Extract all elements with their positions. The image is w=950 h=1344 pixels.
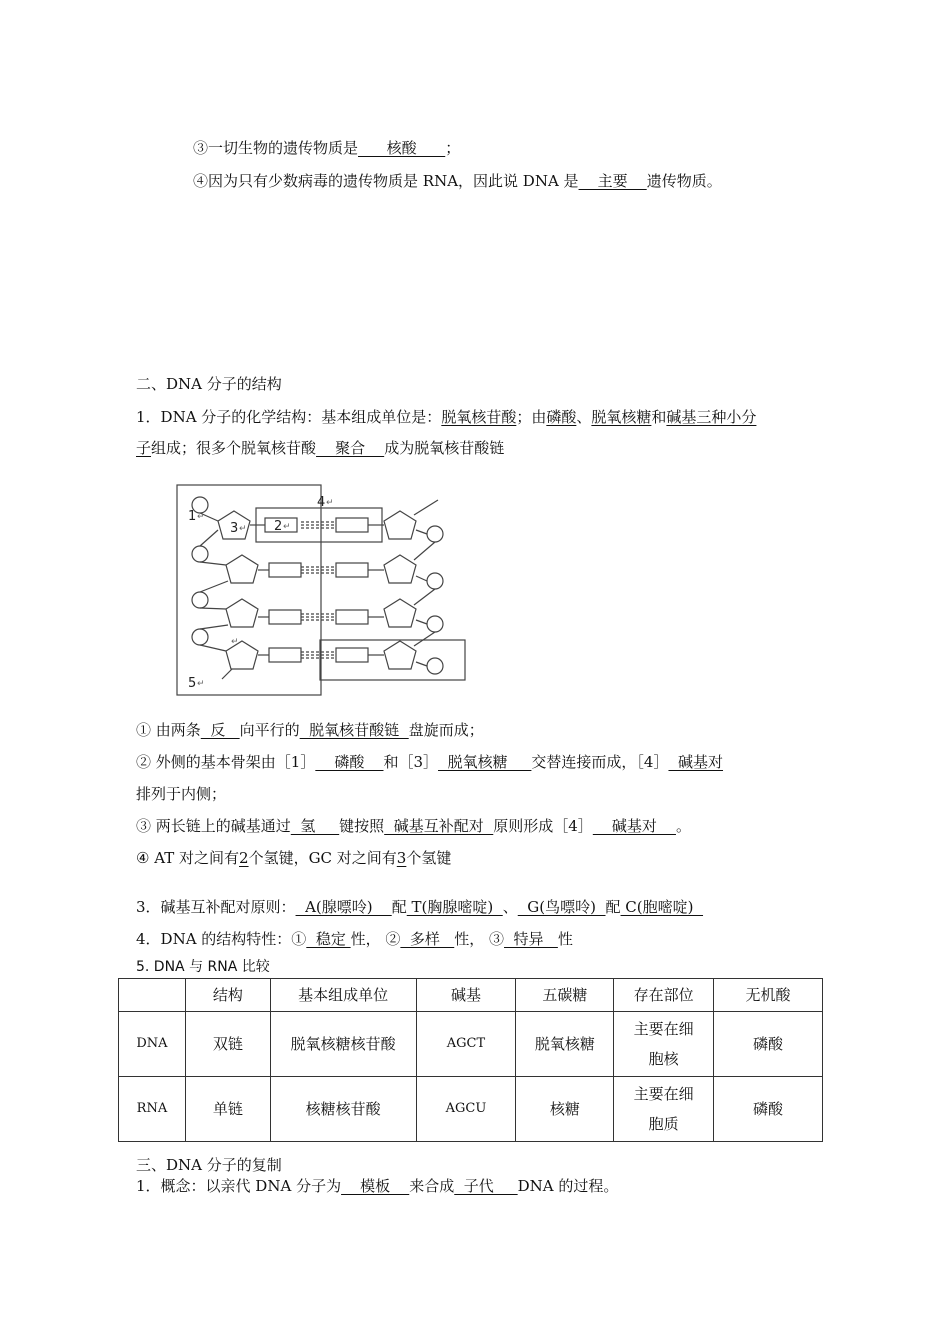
table-cell: 核糖核苷酸	[270, 1077, 416, 1142]
table-header-cell: 碱基	[416, 979, 516, 1012]
item-3: ③ 两长链上的碱基通过 氢 键按照 碱基互补配对 原则形成［4］ 碱基对 。	[136, 817, 691, 835]
label-mark: ↵	[231, 637, 239, 647]
section-title-dna-replication: 三、DNA 分子的复制	[136, 1156, 282, 1174]
paragraph-base-pairing: 3．碱基互补配对原则： A(腺嘌呤) 配 T(胸腺嘧啶) 、 G(鸟嘌呤) 配 C(胞嘧啶)	[136, 898, 704, 916]
intro-line-4: ④因为只有少数病毒的遗传物质是 RNA，因此说 DNA 是 主要 遗传物质。	[193, 172, 722, 190]
table-row	[119, 1077, 823, 1142]
table-cell: AGCT	[416, 1012, 516, 1077]
dna-rna-comparison-table	[118, 978, 823, 1142]
table-cell: 单链	[185, 1077, 270, 1142]
label-mark: ↵	[239, 524, 247, 534]
table-cell: 脱氧核糖核苷酸	[270, 1012, 416, 1077]
label-mark: ↵	[326, 498, 334, 508]
label-4: 4	[317, 495, 326, 510]
intro-line-3: ③一切生物的遗传物质是 核酸 ；	[193, 139, 461, 157]
paragraph-chemical-structure: 1．DNA 分子的化学结构：基本组成单位是：脱氧核苷酸；由磷酸、脱氧核糖和碱基三种小分	[136, 408, 757, 426]
table-cell: 主要在细 胞核	[614, 1012, 714, 1077]
table-cell: 磷酸	[714, 1077, 823, 1142]
table-header-cell: 结构	[185, 979, 270, 1012]
table-row	[119, 1012, 823, 1077]
label-mark: ↵	[197, 512, 205, 522]
table-header-cell: 五碳糖	[516, 979, 614, 1012]
label-mark: ↵	[283, 522, 291, 532]
table-cell: 核糖	[516, 1077, 614, 1142]
table-cell: 双链	[185, 1012, 270, 1077]
dna-structure-diagram	[170, 478, 470, 700]
item-4: ④ AT 对之间有2个氢键，GC 对之间有3个氢键	[136, 849, 452, 867]
answer-blank: 核酸	[358, 139, 446, 157]
label-3: 3	[230, 521, 239, 536]
table-cell: 磷酸	[714, 1012, 823, 1077]
label-mark: ↵	[197, 679, 205, 689]
table-cell: AGCU	[416, 1077, 516, 1142]
table-cell: 主要在细 胞质	[614, 1077, 714, 1142]
table-header-cell: 无机酸	[714, 979, 823, 1012]
table-cell: DNA	[119, 1012, 186, 1077]
label-1: 1	[188, 509, 197, 524]
table-cell: RNA	[119, 1077, 186, 1142]
paragraph-replication-concept: 1．概念：以亲代 DNA 分子为 模板 来合成 子代 DNA 的过程。	[136, 1177, 619, 1195]
comparison-heading: 5. DNA 与 RNA 比较	[136, 959, 270, 975]
paragraph-chemical-structure-cont: 子组成；很多个脱氧核苷酸 聚合 成为脱氧核苷酸链	[136, 439, 505, 457]
table-header-row	[119, 979, 823, 1012]
item-1: ① 由两条 反 向平行的 脱氧核苷酸链 盘旋而成；	[136, 721, 484, 739]
section-title-dna-structure: 二、DNA 分子的结构	[136, 375, 282, 393]
table-cell: 脱氧核糖	[516, 1012, 614, 1077]
table-header-cell: 基本组成单位	[270, 979, 416, 1012]
item-2-cont: 排列于内侧；	[136, 785, 227, 803]
label-5: 5	[188, 676, 197, 691]
item-2: ② 外侧的基本骨架由［1］ 磷酸 和［3］ 脱氧核糖 交替连接而成，［4］ 碱基对	[136, 753, 724, 771]
answer-blank: 主要	[578, 172, 647, 190]
paragraph-characteristics: 4．DNA 的结构特性：① 稳定 性， ② 多样 性， ③ 特异 性	[136, 930, 573, 948]
table-header-cell: 存在部位	[614, 979, 714, 1012]
table-header-cell	[119, 979, 186, 1012]
label-2: 2	[274, 519, 283, 534]
